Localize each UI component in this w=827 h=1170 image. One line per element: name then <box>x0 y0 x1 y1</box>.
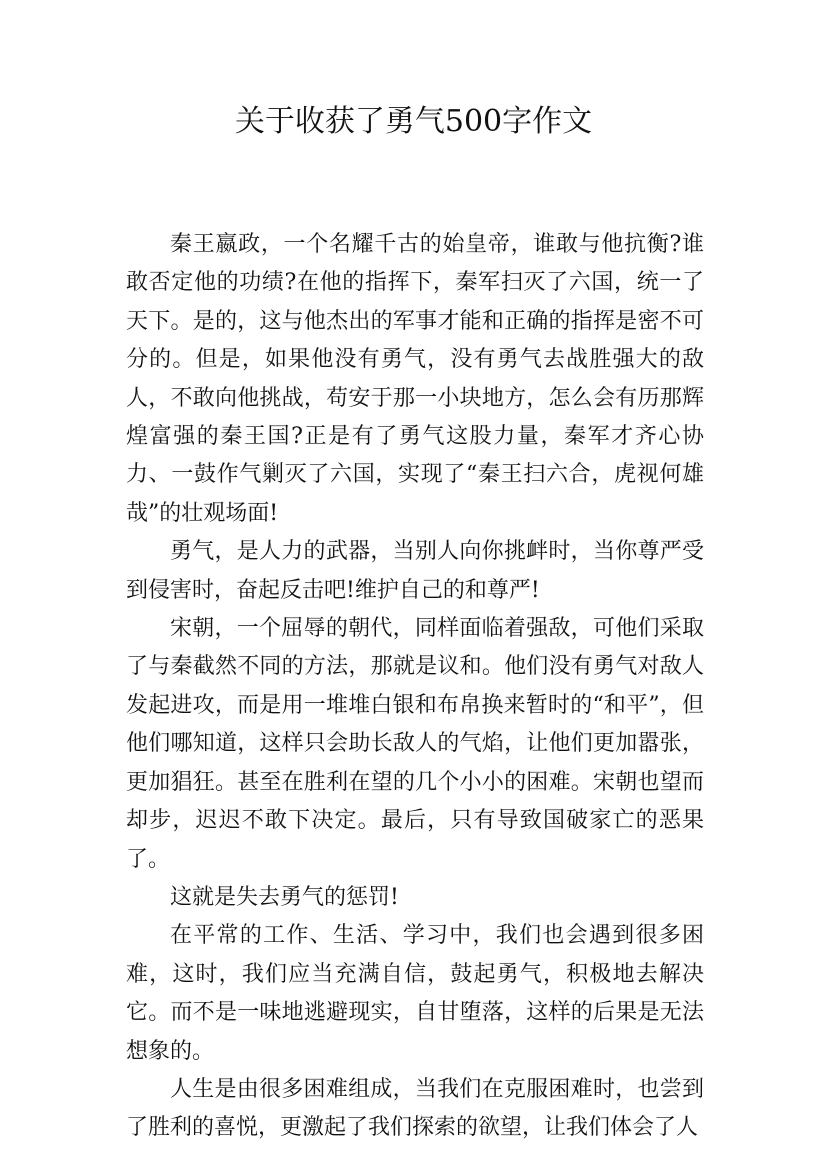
paragraph: 这就是失去勇气的惩罚! <box>170 884 399 910</box>
paragraph: 人生是由很多困难组成，当我们在克服困难时，也尝到了胜利的喜悦，更激起了我们探索的欲望，让我们体会了人 <box>126 1076 704 1141</box>
document-title: 关于收获了勇气500字作文 <box>234 104 593 139</box>
paragraph: 勇气，是人力的武器，当别人向你挑衅时，当你尊严受到侵害时，奋起反击吧!维护自己的和尊严! <box>126 539 704 603</box>
paragraph: 宋朝，一个屈辱的朝代，同样面临着强敌，可他们采取了与秦截然不同的方法，那就是议和。他们没有勇气对敌人发起进攻，而是用一堆堆白银和布帛换来暂时的“和平”，但他们哪知道，这样只会助长敌人的气焰，让他们更加嚣张，更加猖狂。甚至在胜利在望的几个小小的困难。宋朝也望而却步，迟迟不敢下决定。最后，只有导致国破家亡的恶果了。 <box>126 616 704 872</box>
paragraph: 秦王嬴政，一个名耀千古的始皇帝，谁敢与他抗衡?谁敢否定他的功绩?在他的指挥下，秦军扫灭了六国，统一了天下。是的，这与他杰出的军事才能和正确的指挥是密不可分的。但是，如果他没有勇气，没有勇气去战胜强大的敌人，不敢向他挑战，苟安于那一小块地方，怎么会有历那辉煌富强的秦王国?正是有了勇气这股力量，秦军才齐心协力、一鼓作气剿灭了六国，实现了“秦王扫六合，虎视何雄哉”的壮观场面! <box>126 232 704 526</box>
paragraph: 在平常的工作、生活、学习中，我们也会遇到很多困难，这时，我们应当充满自信，鼓起勇气，积极地去解决它。而不是一味地逃避现实，自甘堕落，这样的后果是无法想象的。 <box>126 923 704 1064</box>
document-body <box>126 226 704 1148</box>
